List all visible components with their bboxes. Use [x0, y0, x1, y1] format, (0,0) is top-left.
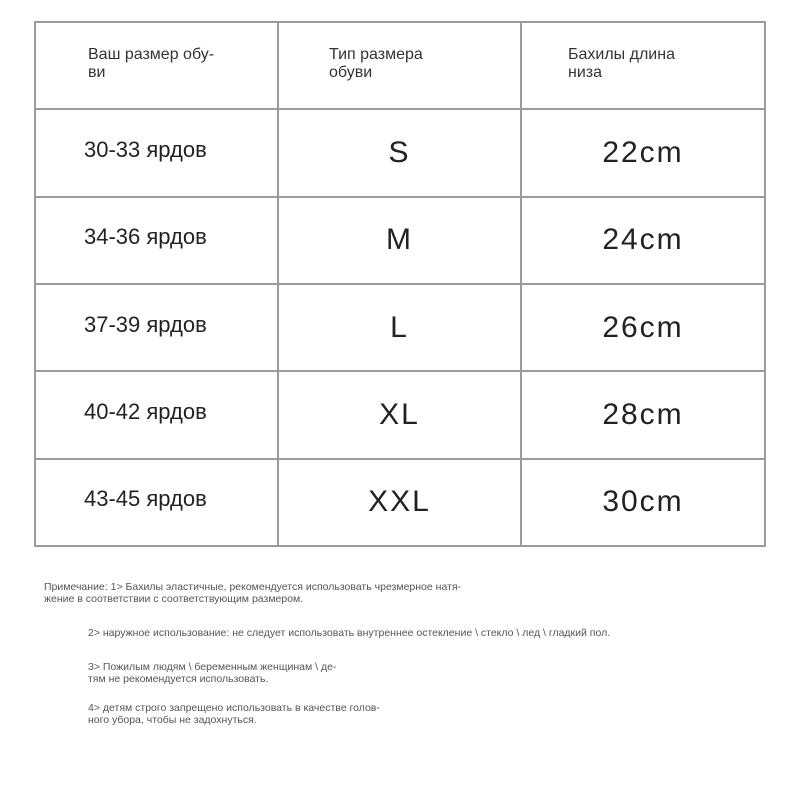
table-row [35, 371, 765, 458]
size-type-value: M [386, 223, 413, 257]
cover-length-cell [521, 284, 765, 371]
shoe-size-cell [35, 459, 278, 546]
size-type-value: XXL [368, 485, 431, 519]
shoe-size-value: 30-33 ярдов [84, 136, 207, 162]
cover-length-value: 28cm [602, 397, 684, 431]
size-type-cell [278, 459, 521, 546]
shoe-size-cell [35, 371, 278, 458]
size-type-value: S [388, 135, 411, 169]
header-row [35, 22, 765, 109]
cover-length-cell [521, 109, 765, 196]
header-shoe-size [35, 22, 278, 109]
table-row [35, 284, 765, 371]
header-cover-length-label: Бахилы длина низа [568, 46, 675, 81]
note-4: 4> детям строго запрещено использовать в качестве голов- ного убора, чтобы не задохнуться. [88, 702, 380, 726]
size-type-cell [278, 284, 521, 371]
table-row [35, 109, 765, 196]
shoe-size-value: 43-45 ярдов [84, 486, 207, 512]
cover-length-cell [521, 459, 765, 546]
note-3: 3> Пожилым людям \ беременным женщинам \ де- тям не рекомендуется использовать. [88, 661, 337, 685]
size-chart-table [34, 21, 766, 547]
header-cover-length [521, 22, 765, 109]
shoe-size-value: 40-42 ярдов [84, 398, 207, 424]
cover-length-cell [521, 197, 765, 284]
shoe-size-cell [35, 197, 278, 284]
size-type-cell [278, 109, 521, 196]
size-type-value: XL [379, 397, 420, 431]
shoe-size-value: 34-36 ярдов [84, 224, 207, 250]
size-type-cell [278, 371, 521, 458]
cover-length-value: 24cm [602, 223, 684, 257]
cover-length-value: 22cm [602, 135, 684, 169]
shoe-size-value: 37-39 ярдов [84, 311, 207, 337]
cover-length-cell [521, 371, 765, 458]
cover-length-value: 26cm [602, 310, 684, 344]
header-shoe-size-label: Ваш размер обу- ви [88, 46, 215, 81]
note-2: 2> наружное использование: не следует использовать внутреннее остекление \ стекло \ лед \ гладкий пол. [88, 627, 611, 639]
table-row [35, 197, 765, 284]
table-row [35, 459, 765, 546]
header-size-type-label: Тип размера обуви [329, 46, 423, 81]
size-type-value: L [390, 310, 409, 344]
cover-length-value: 30cm [602, 485, 684, 519]
note-1: Примечание: 1> Бахилы эластичные, рекомендуется использовать чрезмерное натя- жение в соответствии с соответствующим размером. [44, 581, 462, 605]
header-size-type [278, 22, 521, 109]
size-type-cell [278, 197, 521, 284]
shoe-size-cell [35, 109, 278, 196]
shoe-size-cell [35, 284, 278, 371]
